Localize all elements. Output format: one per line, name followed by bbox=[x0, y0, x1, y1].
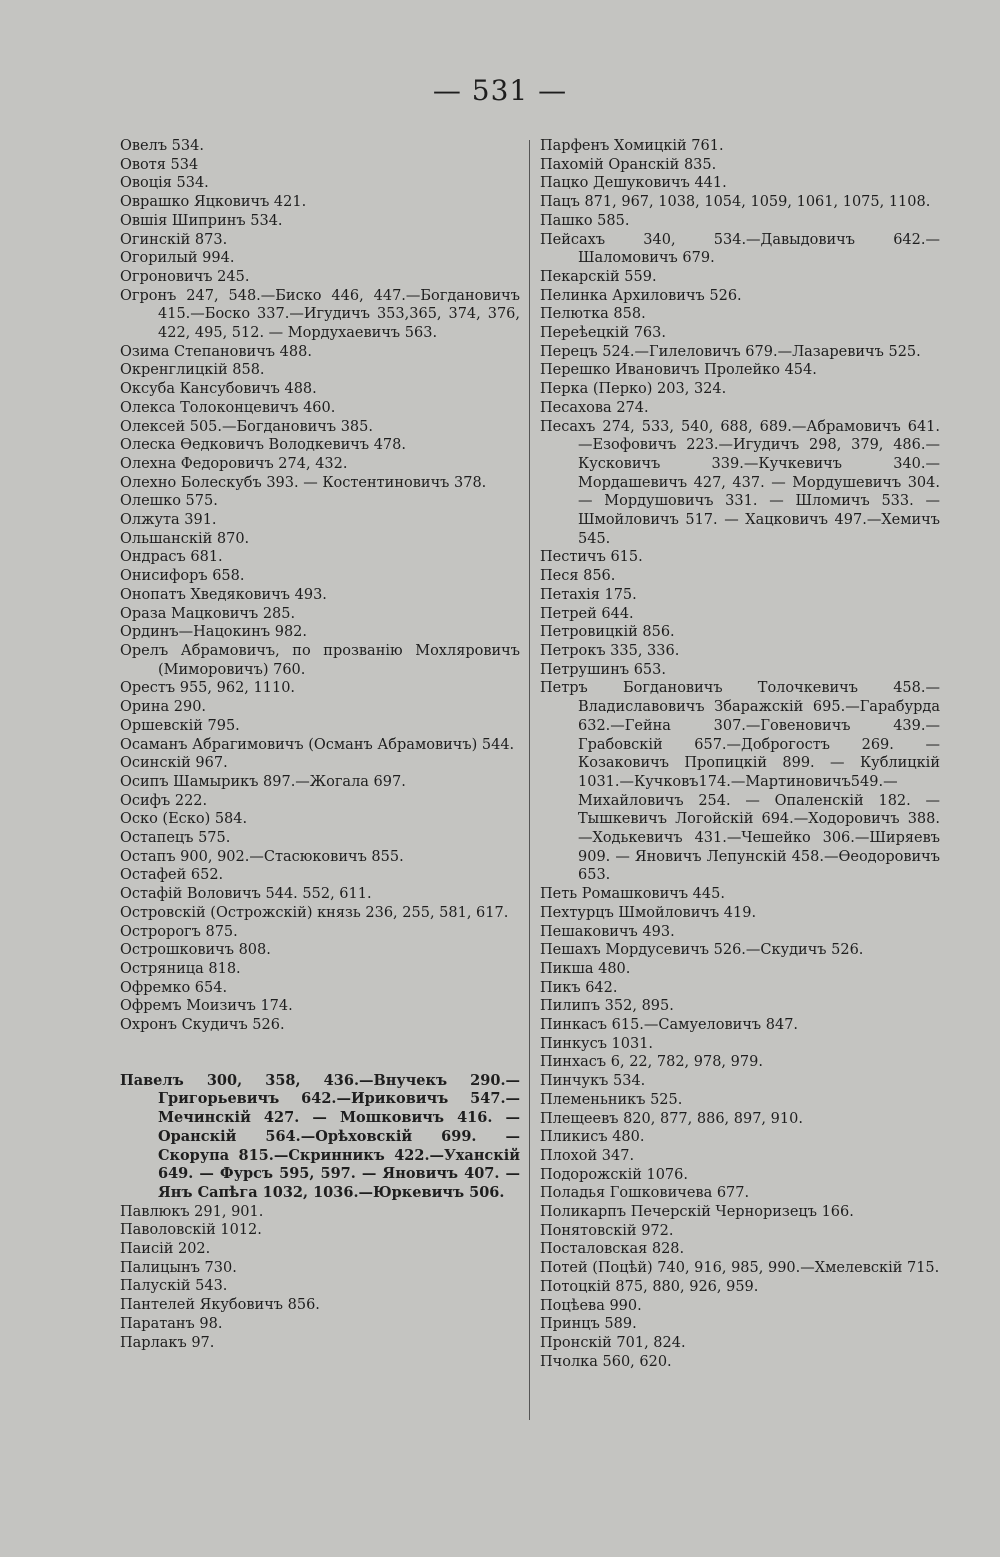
index-entry: Оско (Еско) 584. bbox=[120, 811, 248, 828]
index-entry: Остапецъ 575. bbox=[120, 830, 231, 847]
index-entry: Перецъ 524.—Гилеловичъ 679.—Лазаревичъ 525. bbox=[540, 343, 921, 360]
index-entry: Пахомій Оранскій 835. bbox=[540, 156, 717, 173]
index-entry: Олешко 575. bbox=[120, 493, 218, 510]
index-entry: Пантелей Якубовичъ 856. bbox=[120, 1297, 320, 1314]
index-entry: Остафей 652. bbox=[120, 867, 224, 884]
index-entry: Паисій 202. bbox=[120, 1241, 211, 1258]
index-entry: Офремъ Моизичъ 174. bbox=[120, 998, 293, 1015]
index-entry: Пехтурцъ Шмойловичъ 419. bbox=[540, 904, 757, 921]
index-entry: Пинкусъ 1031. bbox=[540, 1035, 654, 1052]
index-entry: Пчолка 560, 620. bbox=[540, 1353, 672, 1370]
index-entry: Олексей 505.—Богдановичъ 385. bbox=[120, 418, 373, 435]
index-entry: Огроновичъ 245. bbox=[120, 268, 250, 285]
index-entry: Переѣецкій 763. bbox=[540, 325, 666, 342]
index-entry: Пикъ 642. bbox=[540, 979, 618, 996]
index-entry: Пацко Дешуковичъ 441. bbox=[540, 175, 727, 192]
index-entry: Парлакъ 97. bbox=[120, 1334, 215, 1351]
index-entry: Ольшанскій 870. bbox=[120, 530, 250, 547]
index-entry: Остророгъ 875. bbox=[120, 923, 238, 940]
index-entry: Пелинка Архиловичъ 526. bbox=[540, 287, 742, 304]
index-entry: Офремко 654. bbox=[120, 979, 228, 996]
index-entry: Поцѣева 990. bbox=[540, 1297, 642, 1314]
index-entry: Огинскій 873. bbox=[120, 231, 228, 248]
right-column bbox=[540, 137, 940, 1371]
index-entry: Песахова 274. bbox=[540, 399, 649, 416]
index-entry: Потей (Поцѣй) 740, 916, 985, 990.—Хмелевскій 715. bbox=[540, 1260, 940, 1277]
index-entry: Подорожскій 1076. bbox=[540, 1166, 688, 1183]
index-entry: Пликисъ 480. bbox=[540, 1129, 645, 1146]
index-entry: Пешаковичъ 493. bbox=[540, 923, 675, 940]
index-entry: Петрушинъ 653. bbox=[540, 661, 666, 678]
index-entry: Охронъ Скудичъ 526. bbox=[120, 1017, 285, 1034]
index-entry: Парфенъ Хомицкій 761. bbox=[540, 138, 724, 154]
index-entry: Понятовскій 972. bbox=[540, 1222, 674, 1239]
index-entry: Пикша 480. bbox=[540, 960, 631, 977]
index-entry: Осаманъ Абрагимовичъ (Османъ Абрамовичъ) 544. bbox=[120, 736, 515, 753]
section-gap bbox=[120, 1035, 520, 1072]
index-entry: Петровицкій 856. bbox=[540, 624, 675, 641]
index-entry: Олехна Федоровичъ 274, 432. bbox=[120, 455, 348, 472]
index-entry: Петръ Богдановичъ Толочкевичъ 458.—Владиславовичъ Збаражскій 695.—Гарабурда 632.—Гейна 307.—Говеновичъ 439.—Грабовскій 657.—Доброгостъ 269. — Козаковичъ Пропицкій 899. — Кублицкій 1031.—Кучковъ174.—Мартиновичъ549.—Михайловичъ 254. — Опаленскій 182. — Тышкевичъ Логойскій 694.—Ходоровичъ 388.—Ходькевичъ 431.—Чешейко 306.—Ширяевъ 909. — Яновичъ Лепунскій 458.—Ѳеодоровичъ 653. bbox=[540, 680, 940, 884]
index-entry: Осинскій 967. bbox=[120, 755, 228, 772]
index-entry: Посталовская 828. bbox=[540, 1241, 685, 1258]
index-entry: Оксуба Кансубовичъ 488. bbox=[120, 381, 317, 398]
page-number: — 531 — bbox=[432, 74, 568, 107]
index-entry: Орестъ 955, 962, 1110. bbox=[120, 680, 296, 697]
left-column bbox=[120, 137, 520, 1352]
index-entry: Овоція 534. bbox=[120, 175, 209, 192]
index-entry: Овшія Шипринъ 534. bbox=[120, 212, 283, 229]
index-entry: Пронскій 701, 824. bbox=[540, 1335, 686, 1351]
index-entry: Орелъ Абрамовичъ, по прозванію Мохляровичъ (Миморовичъ) 760. bbox=[120, 642, 520, 678]
index-entry: Плохой 347. bbox=[540, 1147, 635, 1164]
index-entry: Оршевскій 795. bbox=[120, 717, 240, 734]
index-section-p bbox=[120, 1072, 520, 1353]
index-entry: Острошковичъ 808. bbox=[120, 942, 271, 959]
index-entry: Ондрасъ 681. bbox=[120, 549, 223, 566]
index-entry: Племеньникъ 525. bbox=[540, 1091, 683, 1108]
index-entry: Потоцкій 875, 880, 926, 959. bbox=[540, 1278, 759, 1295]
index-entry: Олехно Болескубъ 393. — Костентиновичъ 378. bbox=[120, 474, 487, 491]
index-entry: Олжута 391. bbox=[120, 512, 217, 529]
index-entry: Паволовскій 1012. bbox=[120, 1222, 262, 1239]
index-entry: Остафій Воловичъ 544. 552, 611. bbox=[120, 886, 372, 903]
index-entry: Пашко 585. bbox=[540, 212, 630, 229]
index-entry: Перешко Ивановичъ Пролейко 454. bbox=[540, 362, 817, 379]
index-entry: Плещеевъ 820, 877, 886, 897, 910. bbox=[540, 1110, 803, 1127]
index-entry: Овотя 534 bbox=[120, 156, 199, 173]
index-entry: Ораза Мацковичъ 285. bbox=[120, 605, 296, 622]
index-entry: Остапъ 900, 902.—Стасюковичъ 855. bbox=[120, 848, 404, 865]
index-entry: Остряница 818. bbox=[120, 960, 241, 977]
column-divider bbox=[529, 140, 530, 1420]
index-entry: Пинкасъ 615.—Самуеловичъ 847. bbox=[540, 1017, 799, 1034]
index-entry: Петь Ромашковичъ 445. bbox=[540, 886, 725, 903]
index-section-o bbox=[120, 137, 520, 1035]
index-entry: Овелъ 534. bbox=[120, 138, 204, 154]
index-entry: Оврашко Яцковичъ 421. bbox=[120, 194, 307, 211]
index-entry: Пилипъ 352, 895. bbox=[540, 998, 674, 1015]
index-entry: Орина 290. bbox=[120, 699, 207, 716]
index-entry: Пацъ 871, 967, 1038, 1054, 1059, 1061, 1075, 1108. bbox=[540, 194, 931, 211]
index-entry: Петахія 175. bbox=[540, 586, 637, 603]
index-entry: Пекарскій 559. bbox=[540, 268, 657, 285]
index-entry: Олеска Ѳедковичъ Володкевичъ 478. bbox=[120, 437, 406, 454]
index-entry: Петрокъ 335, 336. bbox=[540, 642, 680, 659]
index-entry: Островскій (Острожскій) князь 236, 255, 581, 617. bbox=[120, 904, 509, 921]
index-entry: Осифъ 222. bbox=[120, 792, 208, 809]
index-entry: Песахъ 274, 533, 540, 688, 689.—Абрамовичъ 641.—Езофовичъ 223.—Игудичъ 298, 379, 486.—Кусковичъ 339.—Кучкевичъ 340.—Мордашевичъ 427, 437. — Мордушевичъ 304. — Мордушовичъ 331. — Шломичъ 533. — Шмойловичъ 517. — Хацковичъ 497.—Хемичъ 545. bbox=[540, 418, 940, 547]
index-entry: Палицынъ 730. bbox=[120, 1259, 237, 1276]
index-entry: Палускій 543. bbox=[120, 1278, 228, 1295]
index-entry: Огронъ 247, 548.—Биско 446, 447.—Богдановичъ 415.—Боско 337.—Игудичъ 353,365, 374, 376, 422, 495, 512. — Мордухаевичъ 563. bbox=[120, 287, 520, 342]
index-entry: Павелъ 300, 358, 436.—Внучекъ 290.—Григорьевичъ 642.—Ириковичъ 547.—Мечинскій 427. — Мошковичъ 416. — Оранскій 564.—Орѣховскій 699. — Скорупа 815.—Скринникъ 422.—Уханскій 649. — Фурсъ 595, 597. — Яновичъ 407. — Янъ Сапѣга 1032, 1036.—Юркевичъ 506. bbox=[120, 1071, 520, 1201]
index-entry: Петрей 644. bbox=[540, 605, 634, 622]
index-entry: Принцъ 589. bbox=[540, 1316, 637, 1333]
index-entry: Пестичъ 615. bbox=[540, 549, 643, 566]
index-entry: Пинчукъ 534. bbox=[540, 1073, 646, 1090]
index-entry: Онисифоръ 658. bbox=[120, 568, 245, 585]
index-entry: Ординъ—Нацокинъ 982. bbox=[120, 624, 308, 641]
index-entry: Павлюкъ 291, 901. bbox=[120, 1203, 264, 1220]
index-entry: Пейсахъ 340, 534.—Давыдовичъ 642.— Шаломовичъ 679. bbox=[540, 231, 940, 267]
index-entry: Огорилый 994. bbox=[120, 250, 235, 267]
index-entry: Песя 856. bbox=[540, 568, 616, 585]
index-entry: Онопатъ Хведяковичъ 493. bbox=[120, 586, 327, 603]
index-entry: Пешахъ Мордусевичъ 526.—Скудичъ 526. bbox=[540, 942, 864, 959]
index-entry: Поликарпъ Печерскій Черноризецъ 166. bbox=[540, 1204, 854, 1221]
index-entry: Пелютка 858. bbox=[540, 306, 646, 323]
index-entry: Поладья Гошковичева 677. bbox=[540, 1185, 750, 1202]
index-entry: Перка (Перко) 203, 324. bbox=[540, 381, 727, 398]
index-entry: Олекса Толоконцевичъ 460. bbox=[120, 399, 336, 416]
index-entry: Озима Степановичъ 488. bbox=[120, 343, 312, 360]
index-entry: Осипъ Шамырикъ 897.—Жогала 697. bbox=[120, 773, 406, 790]
index-entry: Паратанъ 98. bbox=[120, 1315, 223, 1332]
index-entry: Пинхасъ 6, 22, 782, 978, 979. bbox=[540, 1054, 763, 1071]
index-entry: Окренглицкій 858. bbox=[120, 362, 265, 379]
